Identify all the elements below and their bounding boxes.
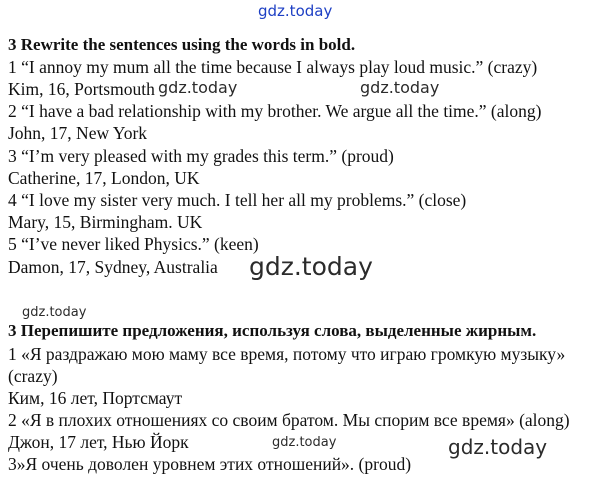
english-line-2: Kim, 16, Portsmouth (8, 79, 155, 99)
watermark-mark-3: gdz.today (249, 252, 373, 281)
english-line-6: Catherine, 17, London, UK (8, 168, 200, 188)
english-line-1: 1 “I annoy my mum all the time because I always play loud music.” (crazy) (8, 57, 538, 77)
watermark-mark-2: gdz.today (360, 78, 440, 97)
english-line-10: Damon, 17, Sydney, Australia (8, 257, 218, 277)
russian-line-2: (crazy) (8, 366, 58, 386)
english-line-8: Mary, 15, Birmingham. UK (8, 212, 203, 232)
watermark-mark-5: gdz.today (272, 435, 337, 450)
russian-line-6: 3»Я очень доволен уровнем этих отношений». (proud) (8, 454, 412, 474)
english-line-3: 2 “I have a bad relationship with my brother. We argue all the time.” (along) (8, 101, 542, 121)
english-heading: 3 Rewrite the sentences using the words in bold. (8, 35, 356, 54)
english-line-4: John, 17, New York (8, 123, 148, 143)
english-line-9: 5 “I’ve never liked Physics.” (keen) (8, 234, 259, 254)
russian-line-3: Ким, 16 лет, Портсмаут (8, 388, 183, 408)
russian-heading: 3 Перепишите предложения, используя слова, выделенные жирным. (8, 321, 537, 340)
watermark-mark-6: gdz.today (448, 435, 548, 459)
watermark-mark-1: gdz.today (158, 78, 238, 97)
russian-line-4: 2 «Я в плохих отношениях со своим братом. Мы спорим все время» (along) (8, 410, 570, 430)
watermark-top: gdz.today (258, 2, 333, 20)
english-line-5: 3 “I’m very pleased with my grades this term.” (proud) (8, 146, 394, 166)
russian-line-1: 1 «Я раздражаю мою маму все время, потому что играю громкую музыку» (8, 344, 566, 364)
watermark-mark-4: gdz.today (22, 305, 87, 320)
english-line-7: 4 “I love my sister very much. I tell her all my problems.” (close) (8, 190, 467, 210)
russian-line-5: Джон, 17 лет, Нью Йорк (8, 432, 189, 452)
